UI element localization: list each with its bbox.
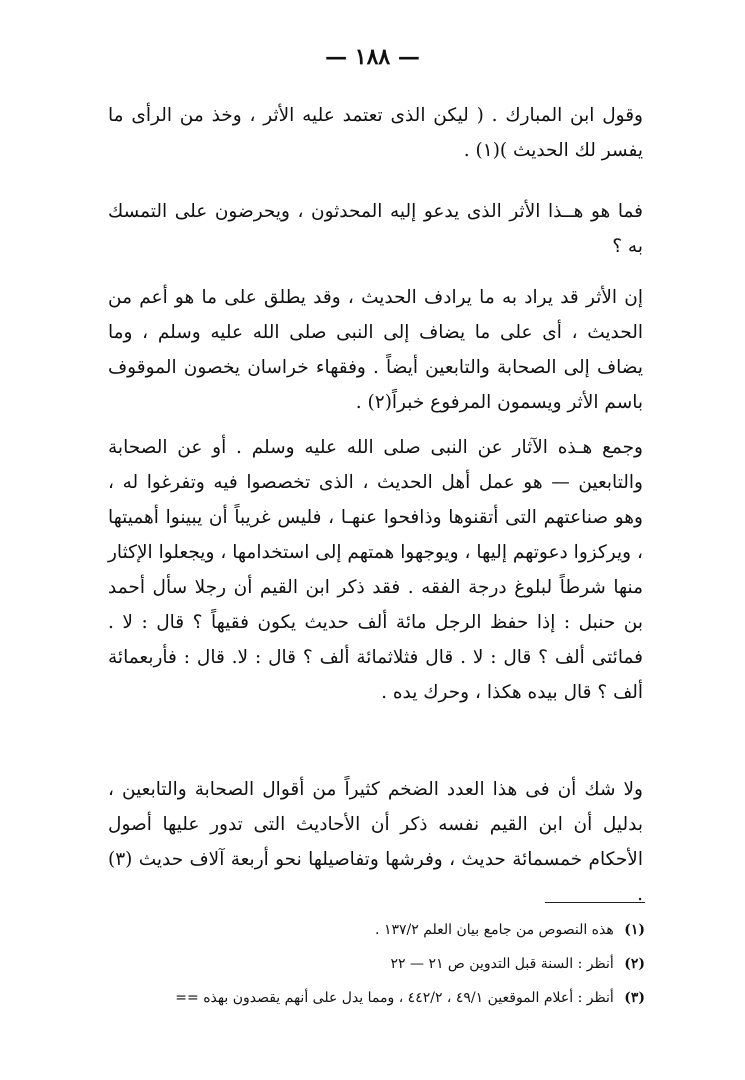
paragraph-text: ولا شك أن فى هذا العدد الضخم كثيراً من أقوال الصحابة والتابعين ، بدليل أن ابن القيم نفسه ذكر أن الأحاديث التى تدور عليها أصول الأحكام خمسمائة حديث ، وفرشها وتفاصيلها نحو أربعة آلاف حديث (٣) . bbox=[108, 779, 643, 905]
paragraph-collecting-athar bbox=[108, 430, 643, 710]
footnote-marker: (٢) bbox=[624, 956, 645, 972]
footnote-divider bbox=[545, 902, 645, 903]
footnotes bbox=[110, 913, 645, 1015]
footnote-marker: (١) bbox=[624, 922, 645, 938]
paragraph-text: إن الأثر قد يراد به ما يرادف الحديث ، وقد يطلق على ما هو أعم من الحديث ، أى على ما يضاف إلى النبى صلى الله عليه وسلم ، وما يضاف إلى الصحابة والتابعين أيضاً . وفقهاء خراسان يخصون الموقوف باسم الأثر ويسمون المرفوع خبراً(٢) . bbox=[108, 287, 643, 413]
paragraph-count-hadith bbox=[108, 772, 643, 912]
paragraph-definition-athar bbox=[108, 280, 643, 420]
footnote-item bbox=[110, 913, 645, 947]
footnote-item bbox=[110, 981, 645, 1015]
paragraph-text: وجمع هـذه الآثار عن النبى صلى الله عليه وسلم . أو عن الصحابة والتابعين — هو عمل أهل الحديث ، الذى تخصصوا فيه وتفرغوا له ، وهو صناعتهم التى أتقنوها وذافحوا عنهـا ، فليس غريباً أن يبينوا أهميتها ، ويركزوا دعوتهم إليها ، ويوجهوا همتهم إلى استخدامها ، ويجعلوا الإكثار منها شرطاً لبلوغ درجة الفقه . فقد ذكر ابن القيم أن رجلا سأل أحمد بن حنبل : إذا حفظ الرجل مائة ألف حديث يكون فقيهاً ؟ قال : لا . فمائتى ألف ؟ قال : لا . قال فثلاثمائة ألف ؟ قال : لا. قال : فأربعمائة ألف ؟ قال بيده هكذا ، وحرك يده . bbox=[108, 437, 643, 703]
paragraph-text: وقول ابن المبارك . ( ليكن الذى تعتمد عليه الأثر ، وخذ من الرأى ما يفسر لك الحديث )(١) . bbox=[108, 105, 643, 161]
paragraph-question-athar bbox=[108, 194, 643, 264]
paragraph-text: فما هو هــذا الأثر الذى يدعو إليه المحدثون ، ويحرضون على التمسك به ؟ bbox=[108, 201, 643, 257]
footnote-item bbox=[110, 947, 645, 981]
footnote-marker: (٣) bbox=[624, 990, 645, 1006]
footnote-text: هذه النصوص من جامع بيان العلم ١٣٧/٢ . bbox=[375, 922, 614, 938]
page-number: — ١٨٨ — bbox=[325, 44, 420, 70]
footnote-text: أنظر : أعلام الموقعين ٤٩/١ ، ٤٤٢/٢ ، ومما يدل على أنهم يقصدون بهذه == bbox=[175, 990, 614, 1006]
paragraph-ibn-mubarak bbox=[108, 98, 643, 168]
footnote-text: أنظر : السنة قبل التدوين ص ٢١ — ٢٢ bbox=[390, 956, 614, 972]
